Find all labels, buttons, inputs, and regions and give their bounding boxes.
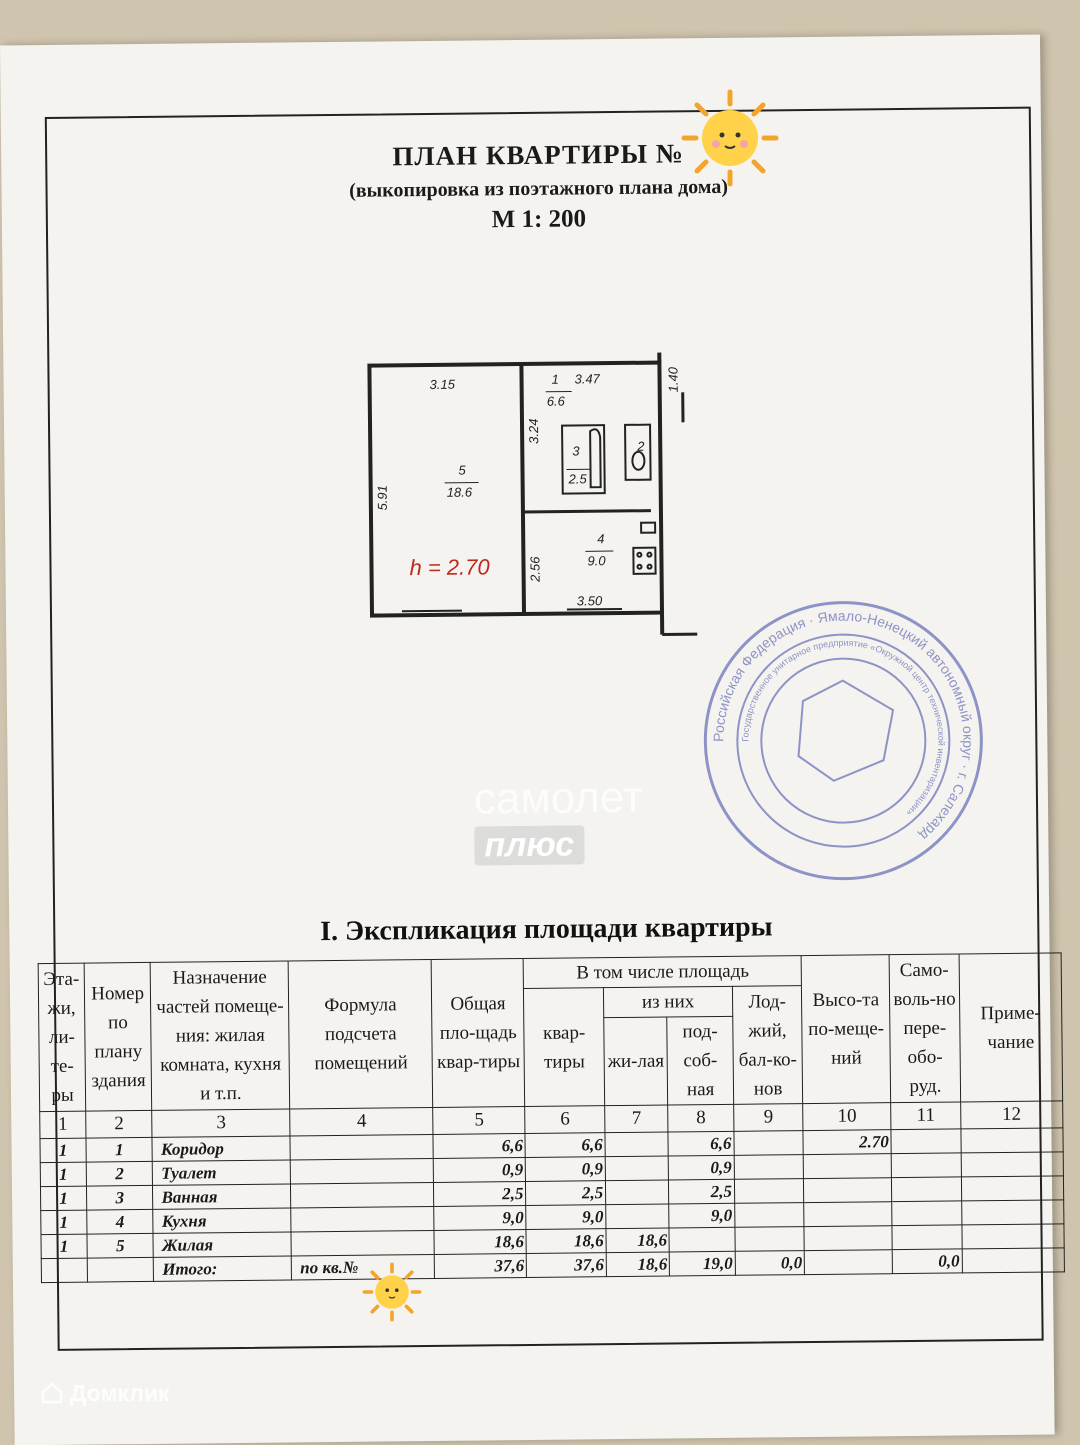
dim-label: 3.50 xyxy=(577,593,603,608)
cell-loggia xyxy=(735,1203,805,1228)
cell-note xyxy=(961,1200,1064,1225)
header-auxiliary: под-соб-ная xyxy=(667,1016,733,1105)
column-number: 4 xyxy=(290,1107,433,1135)
header-note: Приме-чание xyxy=(959,953,1063,1102)
column-number: 9 xyxy=(734,1104,804,1132)
cell-flat: 0,9 xyxy=(526,1157,606,1182)
plan-scale: М 1: 200 xyxy=(48,201,1030,239)
watermark-badge: плюс xyxy=(474,825,584,865)
header-of-which: из них xyxy=(604,986,733,1017)
cell-total: 6,6 xyxy=(433,1134,525,1159)
header-number: Номер по плану здания xyxy=(84,962,152,1111)
plan-subtitle: (выкопировка из поэтажного плана дома) xyxy=(47,173,1029,206)
header-flat: квар-тиры xyxy=(524,988,605,1107)
header-formula: Формула подсчета помещений xyxy=(288,959,433,1108)
cell-name: Туалет xyxy=(153,1160,291,1185)
cell-living xyxy=(605,1156,669,1181)
cell-loggia xyxy=(734,1155,804,1180)
cell-floor: 1 xyxy=(40,1162,86,1186)
sun-sticker-icon xyxy=(362,1262,422,1322)
dim-label: 3.24 xyxy=(526,418,541,443)
cell-self xyxy=(891,1129,961,1154)
cell-height: 2.70 xyxy=(803,1130,891,1155)
cell-living xyxy=(606,1204,670,1229)
cell-num: 3 xyxy=(86,1185,153,1210)
cell-total: 2,5 xyxy=(434,1182,526,1207)
cell-formula xyxy=(291,1158,434,1183)
cell-num: 1 xyxy=(86,1137,153,1162)
cell-note xyxy=(961,1152,1064,1177)
cell-formula xyxy=(291,1206,434,1231)
column-number: 10 xyxy=(803,1103,891,1131)
cell-aux xyxy=(669,1227,735,1252)
cell-aux: 19,0 xyxy=(670,1251,736,1276)
room-number: 3 xyxy=(572,443,580,458)
room-number: 2 xyxy=(636,439,645,454)
cell-num: 2 xyxy=(86,1161,153,1186)
cell-flat: 6,6 xyxy=(525,1133,605,1158)
cell-num: 4 xyxy=(87,1209,154,1234)
cell-loggia: 0,0 xyxy=(735,1251,805,1276)
cell-flat: 2,5 xyxy=(526,1181,606,1206)
cell-note xyxy=(962,1224,1065,1249)
room-number: 4 xyxy=(597,531,604,546)
stamp-outer-text: Российская Федерация · Ямало-Ненецкий автономный округ · г. Салехард xyxy=(709,606,978,846)
cell-num: 5 xyxy=(87,1233,154,1258)
header-group: В том числе площадь xyxy=(524,956,802,989)
dim-label: 1.40 xyxy=(665,366,680,392)
column-number: 6 xyxy=(525,1106,605,1134)
cell-formula xyxy=(291,1182,434,1207)
cell-floor: 1 xyxy=(41,1210,87,1234)
cell-total: 37,6 xyxy=(435,1253,527,1278)
cell-note xyxy=(961,1128,1064,1153)
cell-living xyxy=(606,1180,670,1205)
cell-total: 9,0 xyxy=(434,1206,526,1231)
stamp-inner-text: Государственное унитарное предприятие «Окружной центр технической инвентаризации» xyxy=(739,637,947,820)
header-purpose: Назначение частей помеще-ния: жилая комната, кухня и т.п. xyxy=(151,961,290,1110)
cell-height xyxy=(804,1226,892,1251)
cell-height xyxy=(805,1250,893,1275)
dim-label: 5.91 xyxy=(375,485,390,510)
cell-floor xyxy=(41,1258,87,1282)
watermark-brand: самолет xyxy=(474,773,644,825)
cell-note xyxy=(961,1176,1064,1201)
cell-aux: 6,6 xyxy=(668,1131,734,1156)
cell-self xyxy=(892,1201,962,1226)
cell-aux: 9,0 xyxy=(669,1203,735,1228)
room-number: 5 xyxy=(458,463,466,478)
dim-label: 2.56 xyxy=(527,556,542,583)
room-area: 2.5 xyxy=(568,471,588,486)
sun-sticker-icon xyxy=(680,88,780,188)
official-stamp xyxy=(692,589,995,892)
column-number: 12 xyxy=(960,1101,1063,1129)
cell-flat: 9,0 xyxy=(526,1205,606,1230)
cell-self: 0,0 xyxy=(892,1249,962,1274)
cell-floor: 1 xyxy=(41,1234,87,1258)
header-self: Само-воль-но пере-обо-руд. xyxy=(889,954,960,1103)
cell-height xyxy=(804,1202,892,1227)
domclick-label: Домклик xyxy=(70,1380,169,1406)
header-height: Высо-та по-меще-ний xyxy=(801,955,890,1104)
header-living: жи-лая xyxy=(604,1017,668,1106)
column-number: 8 xyxy=(668,1104,734,1132)
document-sheet xyxy=(0,35,1055,1445)
cell-self xyxy=(892,1225,962,1250)
room-area: 18.6 xyxy=(447,485,473,500)
cell-formula xyxy=(291,1230,434,1255)
cell-loggia xyxy=(734,1179,804,1204)
cell-name: Жилая xyxy=(153,1232,291,1257)
dim-label: 3.47 xyxy=(574,371,600,386)
cell-living: 18,6 xyxy=(606,1228,670,1253)
cell-height xyxy=(804,1178,892,1203)
cell-formula xyxy=(290,1134,433,1159)
cell-self xyxy=(891,1153,961,1178)
cell-flat: 37,6 xyxy=(527,1253,607,1278)
handwritten-height: h = 2.70 xyxy=(409,554,490,580)
cell-loggia xyxy=(735,1227,805,1252)
samolet-watermark xyxy=(474,773,644,866)
cell-aux: 0,9 xyxy=(669,1155,735,1180)
header-total: Общая пло-щадь квар-тиры xyxy=(432,959,526,1108)
cell-formula: по кв.№ xyxy=(292,1254,435,1279)
cell-living xyxy=(605,1132,669,1157)
column-number: 3 xyxy=(152,1109,290,1137)
domclick-logo xyxy=(40,1380,169,1407)
cell-loggia xyxy=(734,1131,804,1156)
cell-flat: 18,6 xyxy=(526,1229,606,1254)
header-loggia: Лод-жий, бал-ко-нов xyxy=(732,986,803,1105)
cell-name: Ванная xyxy=(153,1184,291,1209)
column-number: 1 xyxy=(40,1111,86,1138)
cell-total: 18,6 xyxy=(434,1229,526,1254)
document-frame xyxy=(45,107,1044,1351)
column-number: 7 xyxy=(605,1105,669,1133)
cell-self xyxy=(892,1177,962,1202)
header-floors: Эта-жи, ли-те-ры xyxy=(38,963,86,1111)
cell-aux: 2,5 xyxy=(669,1179,735,1204)
cell-name: Кухня xyxy=(153,1208,291,1233)
cell-name: Итого: xyxy=(154,1256,292,1281)
room-area: 9.0 xyxy=(587,553,606,568)
cell-num xyxy=(87,1257,154,1282)
cell-floor: 1 xyxy=(40,1186,86,1210)
house-icon xyxy=(40,1381,64,1405)
cell-name: Коридор xyxy=(152,1136,290,1161)
cell-note xyxy=(962,1248,1065,1273)
room-area: 6.6 xyxy=(547,394,566,409)
column-number: 2 xyxy=(86,1110,153,1138)
cell-floor: 1 xyxy=(40,1138,86,1162)
dim-label: 3.15 xyxy=(430,377,456,392)
column-number: 5 xyxy=(433,1107,525,1135)
cell-total: 0,9 xyxy=(434,1158,526,1183)
room-number: 1 xyxy=(551,372,558,387)
explication-table xyxy=(38,952,1065,1283)
column-number: 11 xyxy=(891,1102,961,1130)
explication-title: I. Экспликация площади квартиры xyxy=(55,909,1037,951)
plan-title: ПЛАН КВАРТИРЫ № xyxy=(47,135,1029,176)
cell-living: 18,6 xyxy=(606,1252,670,1277)
cell-height xyxy=(804,1154,892,1179)
